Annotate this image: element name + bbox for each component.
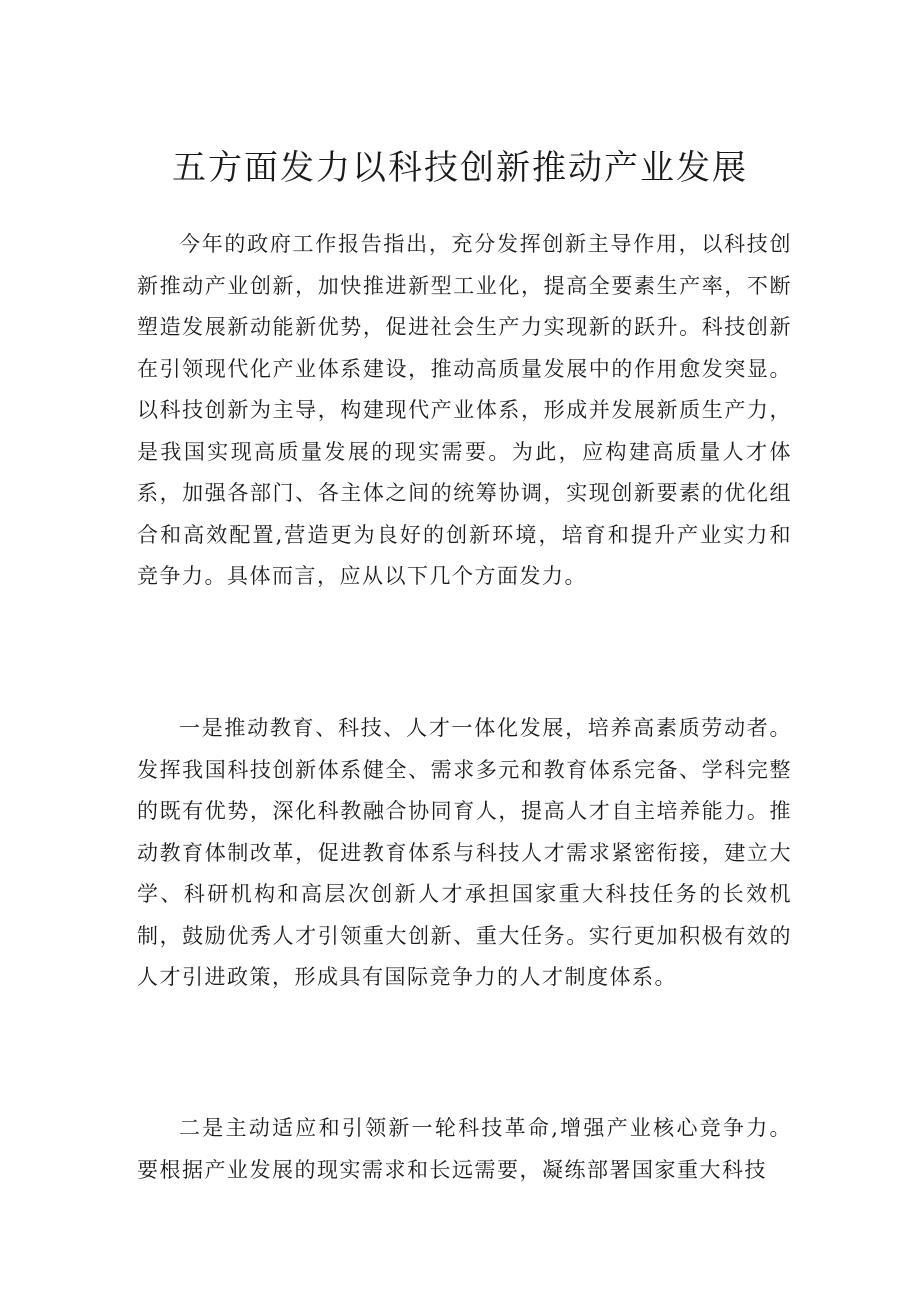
paragraph-point-two: 二是主动适应和引领新一轮科技革命,增强产业核心竞争力。要根据产业发展的现实需求和长远需要，凝练部署国家重大科技 <box>137 1116 792 1182</box>
document-title: 五方面发力以科技创新推动产业发展 <box>172 148 748 188</box>
paragraph-point-one: 一是推动教育、科技、人才一体化发展，培养高素质劳动者。发挥我国科技创新体系健全、需求多元和教育体系完备、学科完整的既有优势，深化科教融合协同育人，提高人才自主培养能力。推动教育体制改革，促进教育体系与科技人才需求紧密衔接，建立大学、科研机构和高层次创新人才承担国家重大科技任务的长效机制，鼓励优秀人才引领重大创新、重大任务。实行更加积极有效的人才引进政策，形成具有国际竞争力的人才制度体系。 <box>137 716 792 989</box>
paragraph-intro: 今年的政府工作报告指出，充分发挥创新主导作用，以科技创新推动产业创新，加快推进新型工业化，提高全要素生产率，不断塑造发展新动能新优势，促进社会生产力实现新的跃升。科技创新在引领现代化产业体系建设，推动高质量发展中的作用愈发突显。以科技创新为主导，构建现代产业体系，形成并发展新质生产力，是我国实现高质量发展的现实需要。为此，应构建高质量人才体系，加强各部门、各主体之间的统筹协调，实现创新要素的优化组合和高效配置,营造更为良好的创新环境，培育和提升产业实力和竞争力。具体而言，应从以下几个方面发力。 <box>137 232 792 588</box>
